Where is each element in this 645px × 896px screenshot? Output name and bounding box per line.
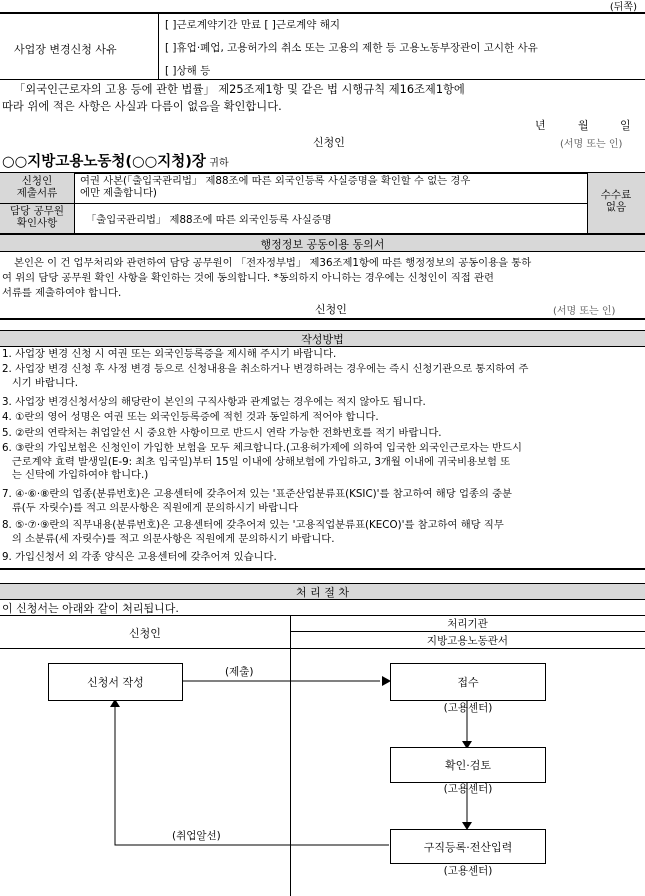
col-agency: 처리기관	[447, 618, 488, 630]
consent-title: 행정정보 공동이용 동의서	[260, 238, 385, 251]
change-reason-option-1[interactable]: [ ]근로계약기간 만료 [ ]근로계약 해지	[165, 19, 341, 31]
process-intro: 이 신청서는 아래와 같이 처리됩니다.	[2, 602, 179, 615]
instruction-item-8: 8. ⑤·⑦·⑨란의 직무내용(분류번호)은 고용센터에 갖추어져 있는 '고용직업분류표(KECO)'를 참고하여 해당 직무 의 소분류(세 자릿수)를 적고 의문사항은 직원에게 문의하시기 바랍니다.	[2, 519, 504, 545]
date-year: 년	[535, 119, 546, 132]
process-title: 처 리 절 차	[296, 586, 349, 599]
step-receive-sub: (고용센터)	[443, 702, 493, 714]
change-reason-label: 사업장 변경신청 사유	[14, 43, 117, 56]
submit-docs-label: 신청인 제출서류	[16, 175, 58, 199]
confirm-text-line-1: 「외국인근로자의 고용 등에 관한 법률」 제25조제1항 및 같은 법 시행규칙 제16조제1항에	[14, 83, 465, 96]
consent-sign[interactable]: (서명 또는 인)	[553, 306, 616, 317]
step-review-box	[390, 747, 546, 783]
consent-text-2: 여 위의 담당 공무원 확인 사항을 확인하는 것에 동의합니다. *동의하지 아니하는 경우에는 신청인이 직접 관련	[2, 272, 494, 284]
instructions-title: 작성방법	[301, 333, 344, 346]
col-agency-sub: 지방고용노동관서	[426, 635, 509, 647]
step-write: 신청서 작성	[87, 676, 144, 689]
placement-arrow-label: (취업알선)	[172, 830, 221, 842]
consent-text-1: 본인은 이 건 업무처리와 관련하여 담당 공무원이 「전자정부법」 제36조제1항에 따른 행정정보의 공동이용을 통하	[14, 257, 532, 269]
consent-text-3: 서류를 제출하여야 합니다.	[2, 287, 122, 299]
step-write-box	[48, 663, 183, 701]
instruction-item-6: 6. ③란의 가입보험은 신청인이 가입한 보험을 모두 체크합니다.(고용허가제에 의하여 입국한 외국인근로자는 반드시 근로계약 효력 발생일(E-9: 최초 입국일)부터 15일 이내에 상해보험에 가입하고, 3개월 이내에 귀국비용보험 또 는 신탁에 가입하여야 합니다.)	[2, 442, 522, 481]
consent-applicant-label: 신청인	[315, 303, 347, 316]
step-register-box	[390, 829, 546, 864]
officer-check-label: 담당 공무원 확인사항	[9, 205, 65, 229]
step-review: 확인·검토	[444, 759, 491, 772]
col-applicant: 신청인	[129, 627, 161, 640]
instruction-item-5: 5. ②란의 연락처는 취업알선 시 중요한 사항이므로 반드시 연락 가능한 전화번호를 적기 바랍니다.	[2, 427, 442, 439]
date-month: 월	[578, 119, 589, 132]
fee-label: 수수료 없음	[600, 189, 632, 213]
step-review-sub: (고용센터)	[443, 783, 493, 795]
instruction-item-9: 9. 가입신청서 외 각종 양식은 고용센터에 갖추어져 있습니다.	[2, 551, 277, 563]
instruction-item-7: 7. ④·⑥·⑧란의 업종(분류번호)은 고용센터에 갖추어져 있는 '표준산업분류표(KSIC)'를 참고하여 해당 업종의 중분 류(두 자릿수)를 적고 의문사항은 직원에게 문의하시기 바랍니다	[2, 488, 512, 514]
step-register-sub: (고용센터)	[443, 865, 493, 877]
change-reason-option-2[interactable]: [ ]휴업·폐업, 고용허가의 취소 또는 고용의 제한 등 고용노동부장관이 고시한 사유	[165, 42, 538, 54]
addressee-suffix: 귀하	[209, 158, 229, 169]
instruction-item-1: 1. 사업장 변경 신청 시 여권 또는 외국인등록증을 제시해 주시기 바랍니다.	[2, 348, 337, 360]
step-register: 구직등록·전산입력	[423, 840, 513, 854]
date-day: 일	[620, 119, 631, 132]
applicant-label: 신청인	[313, 136, 345, 149]
applicant-sign[interactable]: (서명 또는 인)	[560, 139, 623, 150]
confirm-text-line-2: 따라 위에 적은 사항은 사실과 다름이 없음을 확인합니다.	[2, 100, 282, 113]
change-reason-option-3[interactable]: [ ]상해 등	[165, 65, 211, 77]
instruction-item-4: 4. ①란의 영어 성명은 여권 또는 외국인등록증에 적힌 것과 동일하게 적어야 합니다.	[2, 411, 379, 423]
submit-docs-text: 여권 사본(「출입국관리법」 제88조에 따른 외국인등록 사실증명을 확인할 수 없는 경우 에만 제출합니다)	[80, 175, 471, 199]
addressee-main: ○○지방고용노동청(○○지청)장	[2, 154, 206, 170]
step-receive-box	[390, 663, 546, 701]
officer-check-text: 「출입국관리법」 제88조에 따른 외국인등록 사실증명	[86, 214, 332, 226]
submit-arrow-label: (제출)	[225, 666, 254, 678]
instruction-item-2: 2. 사업장 변경 신청 후 사정 변경 등으로 신청내용을 취소하거나 변경하려는 경우에는 즉시 신청기관으로 통지하여 주 시기 바랍니다.	[2, 363, 529, 389]
page-marker: (뒤쪽)	[609, 2, 637, 13]
step-receive: 접수	[457, 676, 479, 689]
instruction-item-3: 3. 사업장 변경신청서상의 해당란이 본인의 구직사항과 관계없는 경우에는 적지 않아도 됩니다.	[2, 396, 426, 408]
